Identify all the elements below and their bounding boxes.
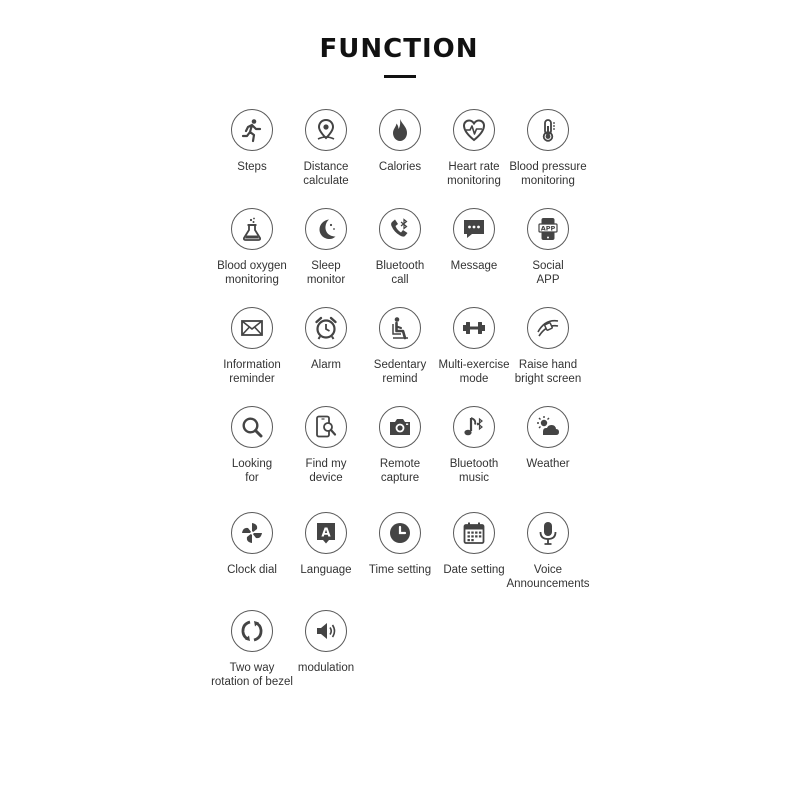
feature-label: Social APP <box>532 260 564 286</box>
feature-label: Find my device <box>305 458 347 484</box>
feature-label: Sedentary remind <box>373 359 427 385</box>
feature-item-voice-announcements <box>500 512 596 591</box>
feature-label: Calories <box>378 161 422 173</box>
feature-label: Clock dial <box>227 564 277 576</box>
feature-label: Steps <box>237 161 267 173</box>
feature-item-weather <box>500 406 596 472</box>
feature-label: Blood pressure monitoring <box>509 161 587 187</box>
feature-label: Remote capture <box>379 458 421 484</box>
speaker-icon <box>305 610 347 652</box>
feature-label: Weather <box>526 458 570 470</box>
wrist-band-icon <box>527 307 569 349</box>
feature-item-raise-hand-bright-screen <box>500 307 596 386</box>
feature-label: Looking for <box>231 458 273 484</box>
seated-person-icon <box>379 307 421 349</box>
dumbbell-icon <box>453 307 495 349</box>
music-note-icon <box>453 406 495 448</box>
envelope-icon <box>231 307 273 349</box>
feature-label: Distance calculate <box>303 161 349 187</box>
feature-item-blood-pressure-monitoring <box>500 109 596 188</box>
phone-search-icon <box>305 406 347 448</box>
calendar-icon <box>453 512 495 554</box>
sun-cloud-icon <box>527 406 569 448</box>
title-underline <box>384 75 416 78</box>
app-phone-icon <box>527 208 569 250</box>
feature-label: Alarm <box>310 359 342 371</box>
thermometer-icon <box>527 109 569 151</box>
feature-item-social-app <box>500 208 596 287</box>
feature-label: Voice Announcements <box>506 564 590 590</box>
flame-icon <box>379 109 421 151</box>
svg-text:APP: APP <box>540 224 556 233</box>
page-title: FUNCTION <box>319 34 479 64</box>
running-person-icon <box>231 109 273 151</box>
feature-label: Date setting <box>443 564 505 576</box>
feature-label: Information reminder <box>223 359 281 385</box>
feature-label: Time setting <box>368 564 432 576</box>
clock-icon <box>379 512 421 554</box>
feature-label: Sleep monitor <box>306 260 346 286</box>
pinwheel-icon <box>231 512 273 554</box>
feature-label: Heart rate monitoring <box>447 161 501 187</box>
feature-label: Message <box>450 260 498 272</box>
feature-label: Multi-exercise mode <box>438 359 510 385</box>
magnifier-icon <box>231 406 273 448</box>
feature-label: Raise hand bright screen <box>514 359 582 385</box>
heart-pulse-icon <box>453 109 495 151</box>
svg-text:A: A <box>321 525 331 540</box>
feature-label: Language <box>300 564 352 576</box>
feature-label: modulation <box>297 662 355 674</box>
feature-label: Blood oxygen monitoring <box>217 260 287 286</box>
microphone-icon <box>527 512 569 554</box>
phone-bluetooth-icon <box>379 208 421 250</box>
alarm-clock-icon <box>305 307 347 349</box>
camera-icon <box>379 406 421 448</box>
letter-a-icon <box>305 512 347 554</box>
rotate-arrows-icon <box>231 610 273 652</box>
chat-bubble-icon <box>453 208 495 250</box>
flask-icon <box>231 208 273 250</box>
feature-item-modulation <box>278 610 374 676</box>
moon-icon <box>305 208 347 250</box>
feature-label: Two way rotation of bezel <box>211 662 293 688</box>
feature-label: Bluetooth music <box>449 458 499 484</box>
map-pin-icon <box>305 109 347 151</box>
feature-label: Bluetooth call <box>375 260 425 286</box>
